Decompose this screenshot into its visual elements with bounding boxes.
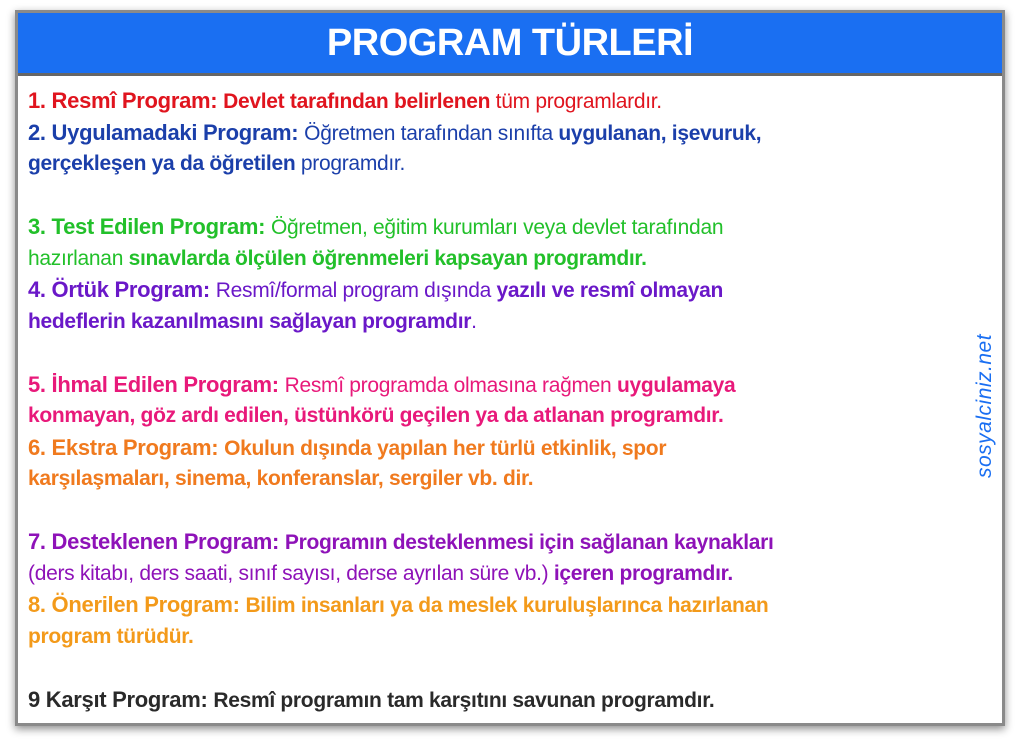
program-item — [28, 85, 958, 117]
program-item-text: Öğretmen, eğitim kurumları veya devlet tarafından — [271, 216, 724, 239]
program-item-text: Resmî/formal program dışında — [215, 279, 497, 302]
program-item-title: 7. Desteklenen Program: — [28, 529, 285, 554]
program-item-text: karşılaşmaları, sinema, konferanslar, sergiler vb. dir. — [28, 467, 534, 490]
program-item-line — [28, 369, 958, 401]
program-item-text: . — [471, 309, 477, 333]
spacer — [28, 180, 958, 212]
program-item-title: 1. Resmî Program: — [28, 88, 224, 113]
program-item-text: içeren programdır. — [553, 561, 733, 585]
program-item-line — [28, 117, 958, 149]
program-item-title: 6. Ekstra Program: — [28, 434, 225, 460]
page-title: PROGRAM TÜRLERİ — [326, 21, 694, 64]
program-item-line — [28, 274, 958, 306]
program-list — [28, 85, 958, 715]
program-item-text: Resmî programda olmasına rağmen — [284, 373, 617, 397]
program-item-text: programdır. — [295, 152, 405, 175]
program-item-text: sınavlarda ölçülen öğrenmeleri kapsayan programdır. — [128, 246, 647, 270]
program-item-title: 3. Test Edilen Program: — [28, 214, 272, 239]
spacer — [28, 495, 958, 527]
program-item — [28, 369, 958, 432]
program-item — [28, 274, 958, 337]
program-item-line — [28, 463, 958, 495]
program-item-line — [28, 684, 958, 716]
program-item-text: Okulun dışında yapılan her türlü etkinlik, spor — [224, 436, 667, 460]
program-item-title: 9 Karşıt Program: — [28, 686, 214, 712]
program-item-text: (ders kitabı, ders saati, sınıf sayısı, derse ayrılan süre vb.) — [28, 561, 554, 585]
program-item-text: yazılı ve resmî olmayan — [496, 279, 724, 302]
spacer — [28, 652, 958, 684]
program-item-text: uygulanan, işevuruk, — [558, 121, 762, 145]
program-item — [28, 526, 958, 589]
program-item-line — [28, 211, 958, 243]
program-item — [28, 432, 958, 495]
program-item-line — [28, 558, 958, 590]
program-item-line — [28, 400, 958, 432]
program-item — [28, 117, 958, 180]
program-item-text: hazırlanan — [28, 246, 129, 270]
program-item-text: Programın desteklenmesi için sağlanan kaynakları — [284, 531, 774, 554]
program-item-line — [28, 85, 958, 117]
program-item-line — [28, 621, 958, 653]
program-item-text: hedeflerin kazanılmasını sağlayan programdır — [28, 309, 472, 333]
program-item-line — [28, 589, 958, 621]
program-item — [28, 589, 958, 652]
program-item-title: 5. İhmal Edilen Program: — [28, 371, 285, 397]
program-item-text: konmayan, göz ardı edilen, üstünkörü geçilen ya da atlanan programdır. — [28, 404, 724, 427]
program-item-title: 8. Önerilen Program: — [28, 592, 246, 617]
program-item-text: gerçekleşen ya da öğretilen — [28, 152, 296, 175]
watermark: sosyalciniz.net — [973, 333, 996, 478]
header-banner — [18, 13, 1002, 76]
program-item-text: Bilim insanları ya da meslek kuruluşlarınca hazırlanan — [245, 594, 769, 617]
program-item-text: Resmî programın tam karşıtını savunan programdır. — [213, 688, 715, 712]
program-item-line — [28, 526, 958, 558]
program-item-text: program türüdür. — [28, 624, 194, 648]
program-item-line — [28, 243, 958, 275]
program-item-title: 2. Uygulamadaki Program: — [28, 119, 305, 145]
program-item-line — [28, 432, 958, 464]
program-item-text: Devlet tarafından belirlenen — [223, 90, 491, 113]
program-item-line — [28, 306, 958, 338]
program-item-line — [28, 148, 958, 180]
program-item — [28, 211, 958, 274]
program-item-title: 4. Örtük Program: — [28, 277, 216, 302]
program-item — [28, 684, 958, 716]
program-item-text: tüm programlardır. — [490, 90, 662, 113]
program-item-text: uygulamaya — [616, 373, 736, 397]
spacer — [28, 337, 958, 369]
info-card — [15, 10, 1005, 726]
program-item-text: Öğretmen tarafından sınıfta — [304, 121, 559, 145]
